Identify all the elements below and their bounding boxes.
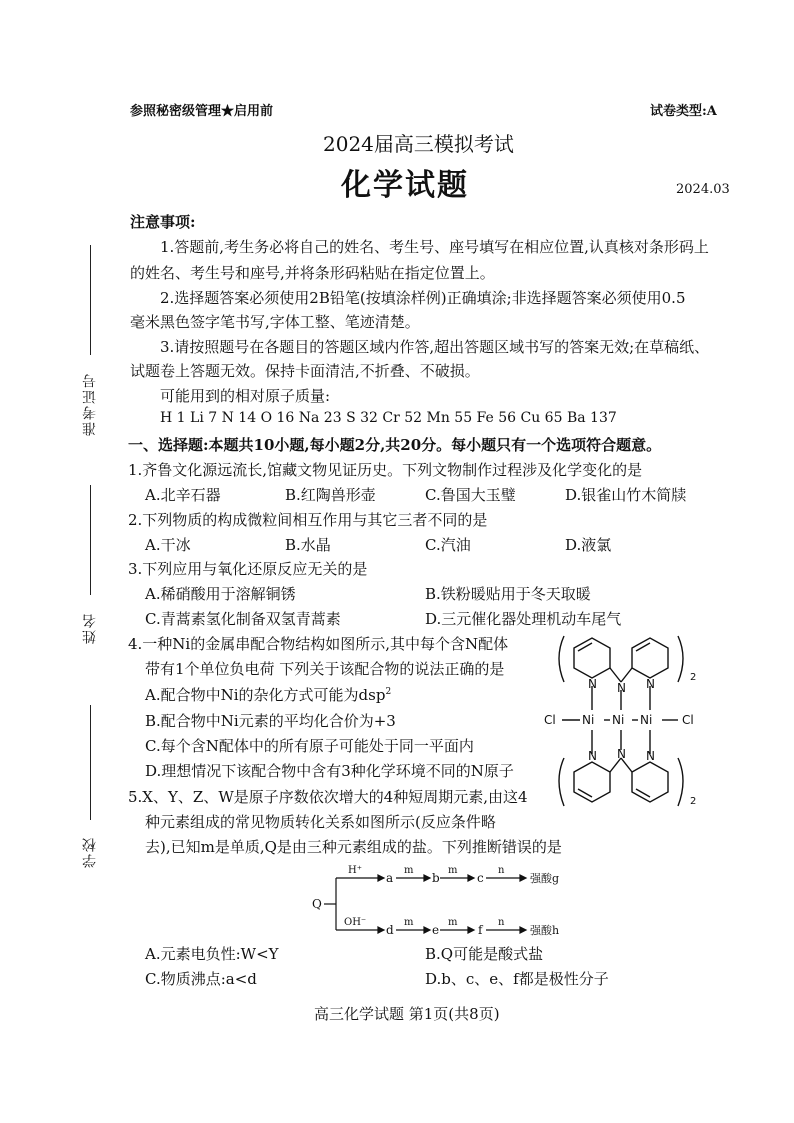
- q5-option-b: B.Q可能是酸式盐: [425, 945, 544, 963]
- q3-stem: 3.下列应用与氧化还原反应无关的是: [128, 560, 368, 578]
- ligand-count: 2: [690, 672, 697, 683]
- exam-date: 2024.03: [676, 182, 730, 197]
- n-atom: N: [588, 749, 597, 763]
- q5-option-d: D.b、c、e、f都是极性分子: [425, 970, 609, 988]
- notice-item-3-cont: 试题卷上答题无效。保持卡面清洁,不折叠、不破损。: [130, 362, 480, 380]
- name-line: [90, 485, 91, 595]
- q3-option-a: A.稀硝酸用于溶解铜锈: [145, 585, 296, 603]
- scheme-m: m: [404, 865, 414, 876]
- ni-atom: Ni: [640, 713, 653, 727]
- scheme-acid-h: 强酸h: [530, 924, 560, 937]
- scheme-b: b: [432, 871, 440, 885]
- scheme-q: Q: [312, 897, 322, 911]
- q5-stem: 5.X、Y、Z、W是原子序数依次增大的4种短周期元素,由这4: [128, 788, 528, 806]
- subject-title: 化学试题: [341, 168, 469, 203]
- scheme-h-plus: H⁺: [348, 865, 362, 876]
- section-heading: 一、选择题:本题共10小题,每小题2分,共20分。每小题只有一个选项符合题意。: [128, 436, 662, 454]
- scheme-f: f: [478, 923, 483, 937]
- q3-option-b: B.铁粉暖贴用于冬天取暖: [425, 585, 591, 603]
- q4-option-c: C.每个含N配体中的所有原子可能处于同一平面内: [145, 737, 474, 755]
- q2-option-a: A.干冰: [145, 536, 191, 554]
- ni-atom: Ni: [582, 713, 595, 727]
- scheme-oh-minus: OH⁻: [344, 917, 367, 928]
- q4-option-a-text: A.配合物中Ni的杂化方式可能为dsp: [145, 686, 386, 704]
- ni-atom: Ni: [612, 713, 625, 727]
- scheme-a: a: [386, 871, 394, 885]
- q1-option-c: C.鲁国大玉璧: [425, 486, 516, 504]
- page-footer: 高三化学试题 第1页(共8页): [314, 1005, 500, 1023]
- q2-option-b: B.水晶: [285, 536, 331, 554]
- q1-option-b: B.红陶兽形壶: [285, 486, 376, 504]
- n-atom: N: [588, 677, 597, 691]
- ligand-count: 2: [690, 796, 697, 807]
- scheme-n: n: [498, 917, 505, 928]
- school-label: 学校: [82, 836, 98, 868]
- paper-type: 试卷类型:A: [650, 104, 717, 119]
- notice-item-1-cont: 的姓名、考生号和座号,并将条形码粘贴在指定位置上。: [130, 264, 495, 282]
- q3-option-c: C.青蒿素氢化制备双氢青蒿素: [145, 610, 341, 628]
- q4-option-b: B.配合物中Ni元素的平均化合价为+3: [145, 712, 396, 730]
- q2-option-d: D.液氯: [565, 536, 612, 554]
- masses-title: 可能用到的相对原子质量:: [160, 387, 331, 405]
- q5-option-c: C.物质沸点:a<d: [145, 970, 257, 988]
- pyridine-ring: [632, 638, 668, 678]
- school-line: [90, 705, 91, 820]
- pyridine-ring: [574, 638, 610, 678]
- scheme-m: m: [404, 917, 414, 928]
- notice-item-2: 2.选择题答案必须使用2B铅笔(按填涂样例)正确填涂;非选择题答案必须使用0.5: [160, 289, 686, 307]
- n-atom: N: [646, 677, 655, 691]
- scheme-m: m: [448, 917, 458, 928]
- n-atom: N: [617, 747, 626, 761]
- scheme-acid-g: 强酸g: [530, 872, 560, 885]
- scheme-d: d: [386, 923, 394, 937]
- notice-title: 注意事项:: [130, 213, 196, 231]
- notice-item-2-cont: 毫米黑色签字笔书写,字体工整、笔迹清楚。: [130, 313, 420, 331]
- name-label: 姓名: [82, 612, 98, 644]
- q1-option-a: A.北辛石器: [145, 486, 221, 504]
- cl-atom: Cl: [682, 713, 694, 727]
- q4-option-d: D.理想情况下该配合物中含有3种化学环境不同的N原子: [145, 762, 514, 780]
- security-label: 参照秘密级管理★启用前: [130, 104, 274, 119]
- q3-option-d: D.三元催化器处理机动车尾气: [425, 610, 622, 628]
- q5-stem-cont-2: 去),已知m是单质,Q是由三种元素组成的盐。下列推断错误的是: [145, 838, 562, 856]
- q4-option-a: [145, 684, 391, 705]
- scheme-m: m: [448, 865, 458, 876]
- q5-stem-cont: 种元素组成的常见物质转化关系如图所示(反应条件略: [145, 813, 496, 831]
- q4-stem: 4.一种Ni的金属串配合物结构如图所示,其中每个含N配体: [128, 635, 509, 653]
- ni-complex-structure: [532, 630, 712, 820]
- exam-title: 2024届高三模拟考试: [323, 132, 514, 156]
- q1-stem: 1.齐鲁文化源远流长,馆藏文物见证历史。下列文物制作过程涉及化学变化的是: [128, 461, 643, 479]
- q2-stem: 2.下列物质的构成微粒间相互作用与其它三者不同的是: [128, 511, 488, 529]
- atomic-masses: H 1 Li 7 N 14 O 16 Na 23 S 32 Cr 52 Mn 55 Fe 56 Cu 65 Ba 137: [160, 410, 617, 426]
- id-label: 准考证号: [82, 372, 98, 436]
- notice-item-1: 1.答题前,考生务必将自己的姓名、考生号、座号填写在相应位置,认真核对条形码上: [160, 238, 709, 256]
- n-atom: N: [617, 681, 626, 695]
- scheme-e: e: [432, 923, 440, 937]
- id-line: [90, 245, 91, 355]
- n-atom: N: [646, 749, 655, 763]
- pyridine-ring: [632, 762, 668, 802]
- conversion-scheme: [310, 860, 570, 940]
- q2-option-c: C.汽油: [425, 536, 471, 554]
- q1-option-d: D.银雀山竹木简牍: [565, 486, 687, 504]
- scheme-n: n: [498, 865, 505, 876]
- cl-atom: Cl: [544, 713, 556, 727]
- notice-item-3: 3.请按照题号在各题目的答题区域内作答,超出答题区域书写的答案无效;在草稿纸、: [160, 338, 710, 356]
- pyridine-ring: [574, 762, 610, 802]
- scheme-c: c: [477, 871, 484, 885]
- q4-stem-cont: 带有1个单位负电荷 下列关于该配合物的说法正确的是: [145, 660, 505, 678]
- q4-option-a-sup: 2: [385, 687, 392, 697]
- q5-option-a: A.元素电负性:W<Y: [145, 945, 279, 963]
